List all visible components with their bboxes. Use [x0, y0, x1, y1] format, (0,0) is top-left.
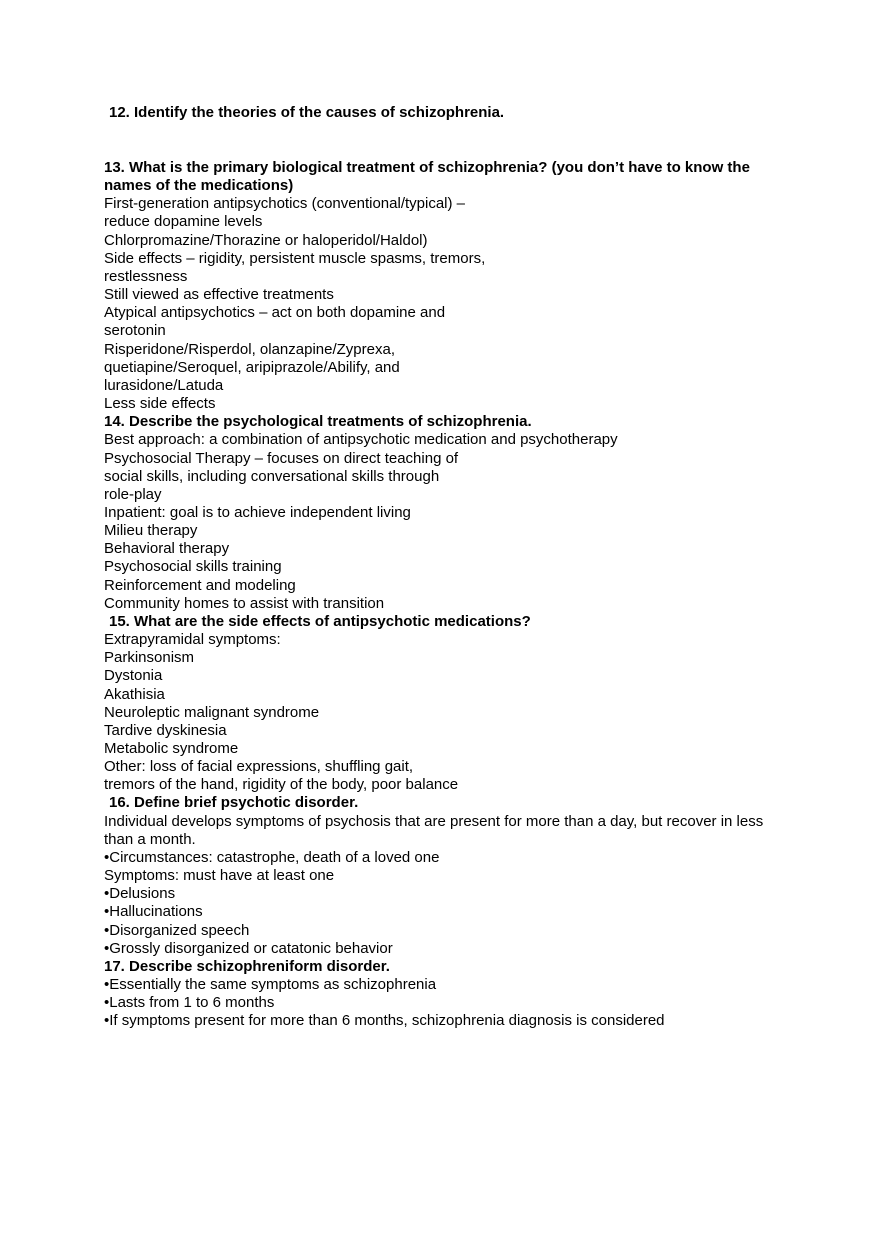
q13-line: quetiapine/Seroquel, aripiprazole/Abilify, and	[104, 358, 400, 376]
q13-line: lurasidone/Latuda	[104, 376, 224, 394]
q15-line: Neuroleptic malignant syndrome	[104, 703, 320, 721]
q13-line: Side effects – rigidity, persistent muscle spasms, tremors,	[104, 249, 486, 267]
q14-line: role-play	[104, 485, 162, 503]
q14-line: Psychosocial skills training	[104, 558, 282, 576]
q13-line: Atypical antipsychotics – act on both dopamine and	[104, 304, 446, 322]
q15-line: Extrapyramidal symptoms:	[104, 631, 281, 649]
question-16-heading: 16. Define brief psychotic disorder.	[109, 794, 359, 812]
q14-line: Behavioral therapy	[104, 540, 230, 558]
q14-line: social skills, including conversational skills through	[104, 467, 440, 485]
q17-line: •Essentially the same symptoms as schizophrenia	[104, 976, 437, 994]
q15-line: Tardive dyskinesia	[104, 721, 227, 739]
q15-line: Dystonia	[104, 667, 163, 685]
q16-line: •Delusions	[104, 885, 176, 903]
q13-line: Risperidone/Risperdol, olanzapine/Zyprexa,	[104, 340, 395, 358]
q17-line: •If symptoms present for more than 6 months, schizophrenia diagnosis is considered	[104, 1012, 665, 1030]
q13-line: Chlorpromazine/Thorazine or haloperidol/Haldol)	[104, 231, 428, 249]
q16-line: •Circumstances: catastrophe, death of a loved one	[104, 848, 440, 866]
q14-line: Community homes to assist with transition	[104, 594, 385, 612]
question-12-heading: 12. Identify the theories of the causes of schizophrenia.	[109, 104, 505, 121]
q13-line: serotonin	[104, 322, 166, 340]
q15-line: Parkinsonism	[104, 649, 195, 667]
q14-line: Best approach: a combination of antipsychotic medication and psychotherapy	[104, 431, 618, 449]
question-13-heading: 13. What is the primary biological treatment of schizophrenia? (you don’t have to know the names of the medications)	[104, 159, 750, 195]
q13-line: Less side effects	[104, 395, 216, 413]
q16-line: Symptoms: must have at least one	[104, 867, 335, 885]
q14-line: Inpatient: goal is to achieve independent living	[104, 503, 411, 521]
q15-line: tremors of the hand, rigidity of the body, poor balance	[104, 776, 459, 794]
q16-definition: Individual develops symptoms of psychosis that are present for more than a day, but recover in less than a month.	[104, 812, 764, 848]
q15-line: Other: loss of facial expressions, shuffling gait,	[104, 758, 414, 776]
q15-line: Akathisia	[104, 685, 165, 703]
q16-line: •Hallucinations	[104, 903, 203, 921]
q16-line: •Disorganized speech	[104, 921, 250, 939]
question-14-heading: 14. Describe the psychological treatments of schizophrenia.	[104, 413, 532, 431]
q17-line: •Lasts from 1 to 6 months	[104, 994, 275, 1012]
q14-line: Psychosocial Therapy – focuses on direct teaching of	[104, 449, 459, 467]
question-17-heading: 17. Describe schizophreniform disorder.	[104, 957, 390, 975]
q16-line: •Grossly disorganized or catatonic behavior	[104, 939, 393, 957]
q13-line: reduce dopamine levels	[104, 213, 263, 231]
q13-line: Still viewed as effective treatments	[104, 286, 334, 304]
q14-line: Milieu therapy	[104, 522, 198, 540]
q14-line: Reinforcement and modeling	[104, 576, 296, 594]
q13-line: restlessness	[104, 267, 188, 285]
q15-line: Metabolic syndrome	[104, 740, 239, 757]
q13-line: First-generation antipsychotics (conventional/typical) –	[104, 195, 466, 213]
document-body	[104, 159, 784, 1031]
question-15-heading: 15. What are the side effects of antipsychotic medications?	[109, 612, 531, 630]
